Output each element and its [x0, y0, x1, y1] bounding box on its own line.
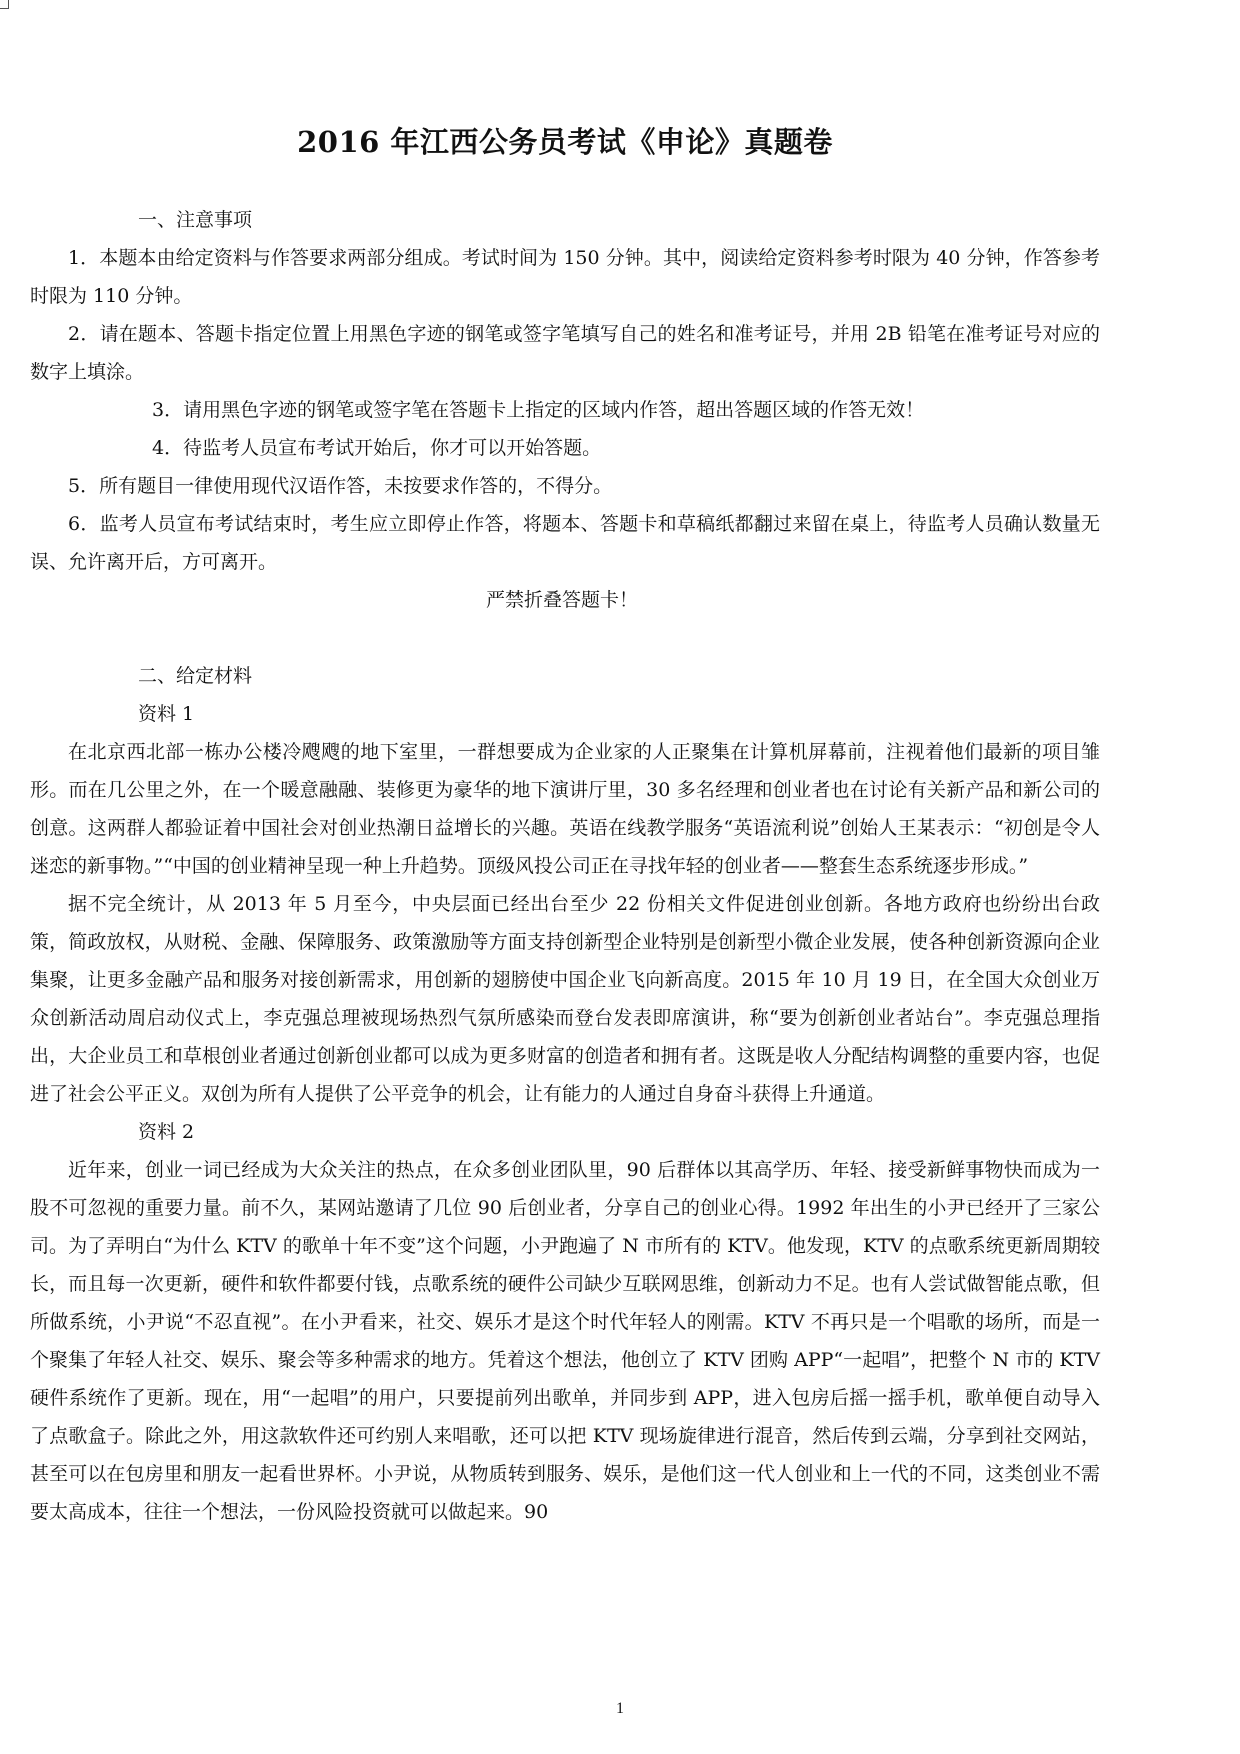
note-item-3: 3．请用黑色字迹的钢笔或签字笔在答题卡上指定的区域内作答，超出答题区域的作答无效！: [152, 399, 925, 421]
note-item-2: 2．请在题本、答题卡指定位置上用黑色字迹的钢笔或签字笔填写自己的姓名和准考证号，并用 2B 铅笔在准考证号对应的数字上填涂。: [30, 323, 1100, 383]
material-1-heading: 资料 1: [138, 703, 195, 725]
material-1-paragraph-2: 据不完全统计，从 2013 年 5 月至今，中央层面已经出台至少 22 份相关文件促进创业创新。各地方政府也纷纷出台政策，简政放权，从财税、金融、保障服务、政策激励等方面支持创新型企业特别是创新型小微企业发展，使各种创新资源向企业集聚，让更多金融产品和服务对接创新需求，用创新的翅膀使中国企业飞向新高度。2015 年 10 月 19 日，在全国大众创业万众创新活动周启动仪式上，李克强总理被现场热烈气氛所感染而登台发表即席演讲，称“要为创新创业者站台”。李克强总理指出，大企业员工和草根创业者通过创新创业都可以成为更多财富的创造者和拥有者。这既是收人分配结构调整的重要内容，也促进了社会公平正义。双创为所有人提供了公平竞争的机会，让有能力的人通过自身奋斗获得上升通道。: [30, 893, 1100, 1105]
spacer: [30, 619, 1100, 657]
warning-text: 严禁折叠答题卡！: [485, 589, 638, 611]
note-item-6: 6．监考人员宣布考试结束时，考生应立即停止作答，将题本、答题卡和草稿纸都翻过来留在桌上，待监考人员确认数量无误、允许离开后，方可离开。: [30, 513, 1100, 573]
document-title: 2016 年江西公务员考试《申论》真题卷: [297, 125, 833, 159]
note-item-4: 4．待监考人员宣布考试开始后，你才可以开始答题。: [152, 437, 602, 459]
material-2-heading: 资料 2: [138, 1121, 195, 1143]
material-2-paragraph-1: 近年来，创业一词已经成为大众关注的热点，在众多创业团队里，90 后群体以其高学历、年轻、接受新鲜事物快而成为一股不可忽视的重要力量。前不久，某网站邀请了几位 90 后创业者，分享自己的创业心得。1992 年出生的小尹已经开了三家公司。为了弄明白“为什么 KTV 的歌单十年不变”这个问题，小尹跑遍了 N 市所有的 KTV。他发现，KTV 的点歌系统更新周期较长，而且每一次更新，硬件和软件都要付钱，点歌系统的硬件公司缺少互联网思维，创新动力不足。也有人尝试做智能点歌，但所做系统，小尹说“不忍直视”。在小尹看来，社交、娱乐才是这个时代年轻人的刚需。KTV 不再只是一个唱歌的场所，而是一个聚集了年轻人社交、娱乐、聚会等多种需求的地方。凭着这个想法，他创立了 KTV 团购 APP“一起唱”，把整个 N 市的 KTV 硬件系统作了更新。现在，用“一起唱”的用户，只要提前列出歌单，并同步到 APP，进入包房后摇一摇手机，歌单便自动导入了点歌盒子。除此之外，用这款软件还可约别人来唱歌，还可以把 KTV 现场旋律进行混音，然后传到云端，分享到社交网站，甚至可以在包房里和朋友一起看世界杯。小尹说，从物质转到服务、娱乐，是他们这一代人创业和上一代的不同，这类创业不需要太高成本，往往一个想法，一份风险投资就可以做起来。90: [30, 1159, 1100, 1523]
note-item-1: 1．本题本由给定资料与作答要求两部分组成。考试时间为 150 分钟。其中，阅读给定资料参考时限为 40 分钟，作答参考时限为 110 分钟。: [30, 247, 1100, 307]
material-1-paragraph-1: 在北京西北部一栋办公楼冷飕飕的地下室里，一群想要成为企业家的人正聚集在计算机屏幕前，注视着他们最新的项目雏形。而在几公里之外，在一个暖意融融、装修更为豪华的地下演讲厅里，30 多名经理和创业者也在讨论有关新产品和新公司的创意。这两群人都验证着中国社会对创业热潮日益增长的兴趣。英语在线教学服务“英语流利说”创始人王某表示：“初创是令人迷恋的新事物。”“中国的创业精神呈现一种上升趋势。顶级风投公司正在寻找年轻的创业者——整套生态系统逐步形成。”: [30, 741, 1100, 877]
section-heading-materials: 二、给定材料: [138, 665, 253, 687]
document-page: [30, 120, 1100, 1531]
section-heading-notes: 一、注意事项: [138, 209, 253, 231]
page-corner-mark: [0, 0, 9, 9]
note-item-5: 5．所有题目一律使用现代汉语作答，未按要求作答的，不得分。: [68, 475, 613, 497]
page-number: 1: [616, 1700, 624, 1717]
